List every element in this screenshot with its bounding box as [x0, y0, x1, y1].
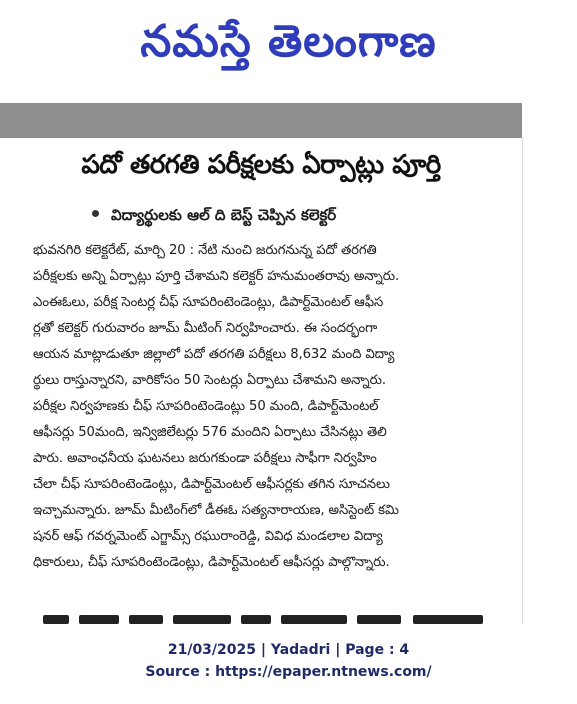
- body-line: ర్థులు రాస్తున్నారని, వారికోసం 50 సెంటర్లు ఏర్పాటు చేశామని అన్నారు.: [33, 373, 386, 388]
- body-line: ఆయన మాట్లాడుతూ జిల్లాలో పదో తరగతి పరీక్షలు 8,632 మంది విద్యా: [33, 347, 395, 362]
- article-body: [33, 238, 511, 576]
- body-line: పారు. అవాంఛనీయ ఘటనలు జరుగకుండా పరీక్షలు సాఫీగా నిర్వహిం: [33, 451, 377, 466]
- body-line: ఆఫీసర్లు 50మంది, ఇన్విజిలేటర్లు 576 మందిని ఏర్పాటు చేసినట్లు తెలి: [33, 425, 387, 440]
- article-headline: పదో తరగతి పరీక్షలకు ఏర్పాట్లు పూర్తి: [81, 150, 441, 180]
- body-line: షనర్ ఆఫ్ గవర్నమెంట్ ఎగ్జామ్స్ రఘురాంరెడ్డి, వివిధ మండలాల విద్యా: [33, 529, 383, 544]
- cropped-glyph: [129, 615, 163, 624]
- body-line: పరీక్షలకు అన్ని ఏర్పాట్లు పూర్తి చేశామని కలెక్టర్ హనుమంతరావు అన్నారు.: [33, 269, 400, 284]
- section-header-band: [0, 103, 522, 138]
- cropped-glyph: [413, 615, 483, 624]
- cropped-next-headline: [33, 612, 511, 624]
- cropped-glyph: [357, 615, 401, 624]
- body-line: పరీక్షల నిర్వహణకు చీఫ్ సూపరింటెండెంట్లు 50 మంది, డిపార్ట్‌మెంటల్: [33, 399, 379, 414]
- cropped-glyph: [241, 615, 271, 624]
- body-line: ర్లతో కలెక్టర్ గురువారం జూమ్ మీటింగ్ నిర్వహించారు. ఈ సందర్భంగా: [33, 321, 378, 336]
- cropped-glyph: [79, 615, 119, 624]
- body-line: ధికారులు, చీఫ్ సూపరింటెండెంట్లు, డిపార్ట్‌మెంటల్ ఆఫీసర్లు పాల్గొన్నారు.: [33, 555, 390, 570]
- cropped-glyph: [43, 615, 69, 624]
- bullet-icon: [92, 210, 99, 217]
- body-line: భువనగిరి కలెక్టరేట్, మార్చి 20 : నేటి నుంచి జరుగనున్న పదో తరగతి: [33, 243, 377, 258]
- body-line: చేలా చీఫ్ సూపరింటెండెంట్లు, డిపార్ట్‌మెంటల్ ఆఫీసర్లకు తగిన సూచనలు: [33, 477, 390, 492]
- body-line: ఇచ్చామన్నారు. జూమ్ మీటింగ్‌లో డీఈఓ సత్యనారాయణ, అసిస్టెంట్ కమి: [33, 503, 399, 518]
- article-subhead: [92, 206, 512, 228]
- body-line: ఎంఈఓలు, పరీక్ష సెంటర్ల చీఫ్ సూపరింటెండెంట్లు, డిపార్ట్‌మెంటల్ ఆఫీస: [33, 295, 384, 310]
- source-url: Source : https://epaper.ntnews.com/: [145, 664, 432, 680]
- cropped-glyph: [281, 615, 347, 624]
- newspaper-masthead: నమస్తే తెలంగాణ: [140, 16, 437, 67]
- cropped-glyph: [173, 615, 231, 624]
- edition-info: 21/03/2025 | Yadadri | Page : 4: [167, 642, 410, 658]
- subhead-text: విద్యార్థులకు ఆల్ ది బెస్ట్ చెప్పిన కలెక్టర్: [111, 206, 337, 224]
